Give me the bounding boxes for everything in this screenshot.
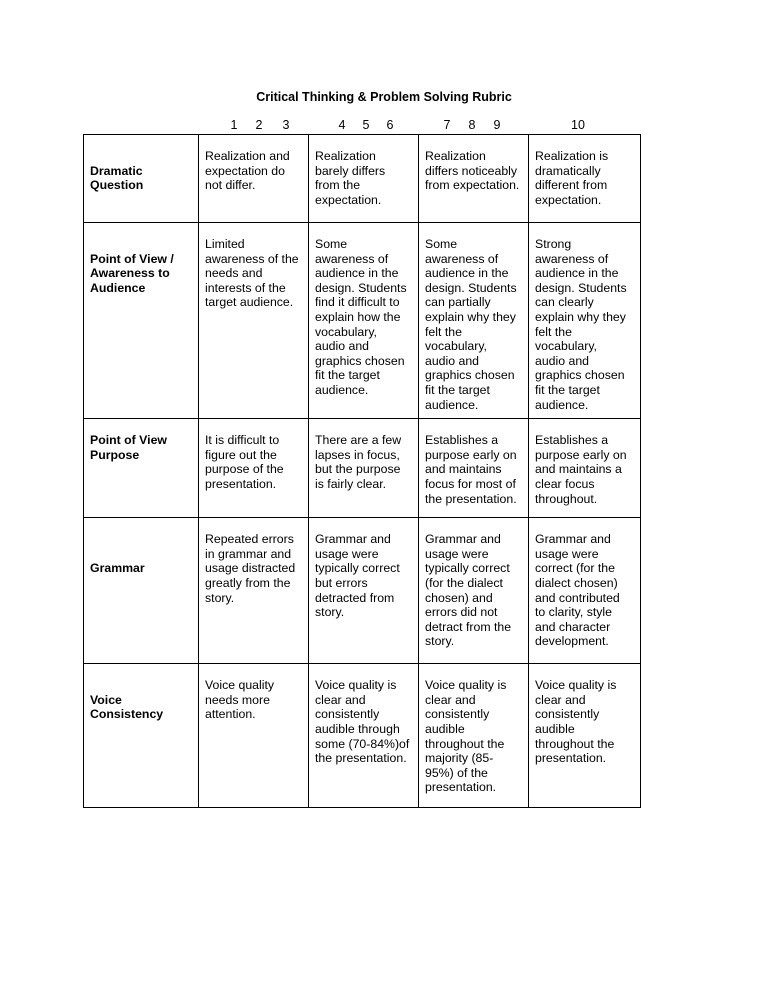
rubric-cell: Establishes a purpose early on and maintains focus for most of the presentation. [419,419,529,518]
score-label: 4 [338,118,346,132]
score-label: 3 [282,118,290,132]
rubric-cell: Limited awareness of the needs and interests of the target audience. [199,223,309,419]
criterion-cell: Dramatic Question [84,135,199,223]
rubric-cell: Some awareness of audience in the design. Students can partially explain why they felt the vocabulary, audio and graphics chosen fit the target audience. [419,223,529,419]
rubric-cell: Grammar and usage were typically correct but errors detracted from story. [309,518,419,664]
score-label: 2 [255,118,263,132]
rubric-cell: Voice quality is clear and consistently audible throughout the presentation. [529,664,641,808]
rubric-row-point-of-view-purpose [84,419,641,518]
rubric-cell: Repeated errors in grammar and usage distracted greatly from the story. [199,518,309,664]
rubric-cell: Voice quality is clear and consistently audible through some (70-84%)of the presentation. [309,664,419,808]
rubric-cell: It is difficult to figure out the purpose of the presentation. [199,419,309,518]
rubric-cell: Grammar and usage were correct (for the dialect chosen) and contributed to clarity, style and character development. [529,518,641,664]
rubric-cell: There are a few lapses in focus, but the purpose is fairly clear. [309,419,419,518]
rubric-cell: Realization is dramatically different from expectation. [529,135,641,223]
score-label: 10 [571,118,585,132]
rubric-row-dramatic-question [84,135,641,223]
score-scale-header [0,118,768,134]
rubric-cell: Voice quality needs more attention. [199,664,309,808]
document-title: Critical Thinking & Problem Solving Rubric [256,90,512,104]
rubric-row-grammar [84,518,641,664]
rubric-cell: Realization and expectation do not differ. [199,135,309,223]
rubric-cell: Establishes a purpose early on and maintains a clear focus throughout. [529,419,641,518]
rubric-cell: Realization differs noticeably from expectation. [419,135,529,223]
rubric-row-voice-consistency [84,664,641,808]
score-label: 9 [493,118,501,132]
criterion-cell: Voice Consistency [84,664,199,808]
rubric-table [83,134,641,808]
score-label: 6 [386,118,394,132]
rubric-row-point-of-view-awareness [84,223,641,419]
criterion-cell: Point of View / Awareness to Audience [84,223,199,419]
score-label: 7 [443,118,451,132]
score-label: 1 [230,118,238,132]
criterion-cell: Grammar [84,518,199,664]
rubric-cell: Grammar and usage were typically correct (for the dialect chosen) and errors did not detract from the story. [419,518,529,664]
rubric-cell: Realization barely differs from the expectation. [309,135,419,223]
rubric-cell: Some awareness of audience in the design. Students find it difficult to explain how the vocabulary, audio and graphics chosen fit the target audience. [309,223,419,419]
criterion-cell: Point of View Purpose [84,419,199,518]
score-label: 8 [468,118,476,132]
rubric-cell: Voice quality is clear and consistently audible throughout the majority (85- 95%) of the presentation. [419,664,529,808]
rubric-cell: Strong awareness of audience in the design. Students can clearly explain why they felt the vocabulary, audio and graphics chosen fit the target audience. [529,223,641,419]
score-label: 5 [362,118,370,132]
